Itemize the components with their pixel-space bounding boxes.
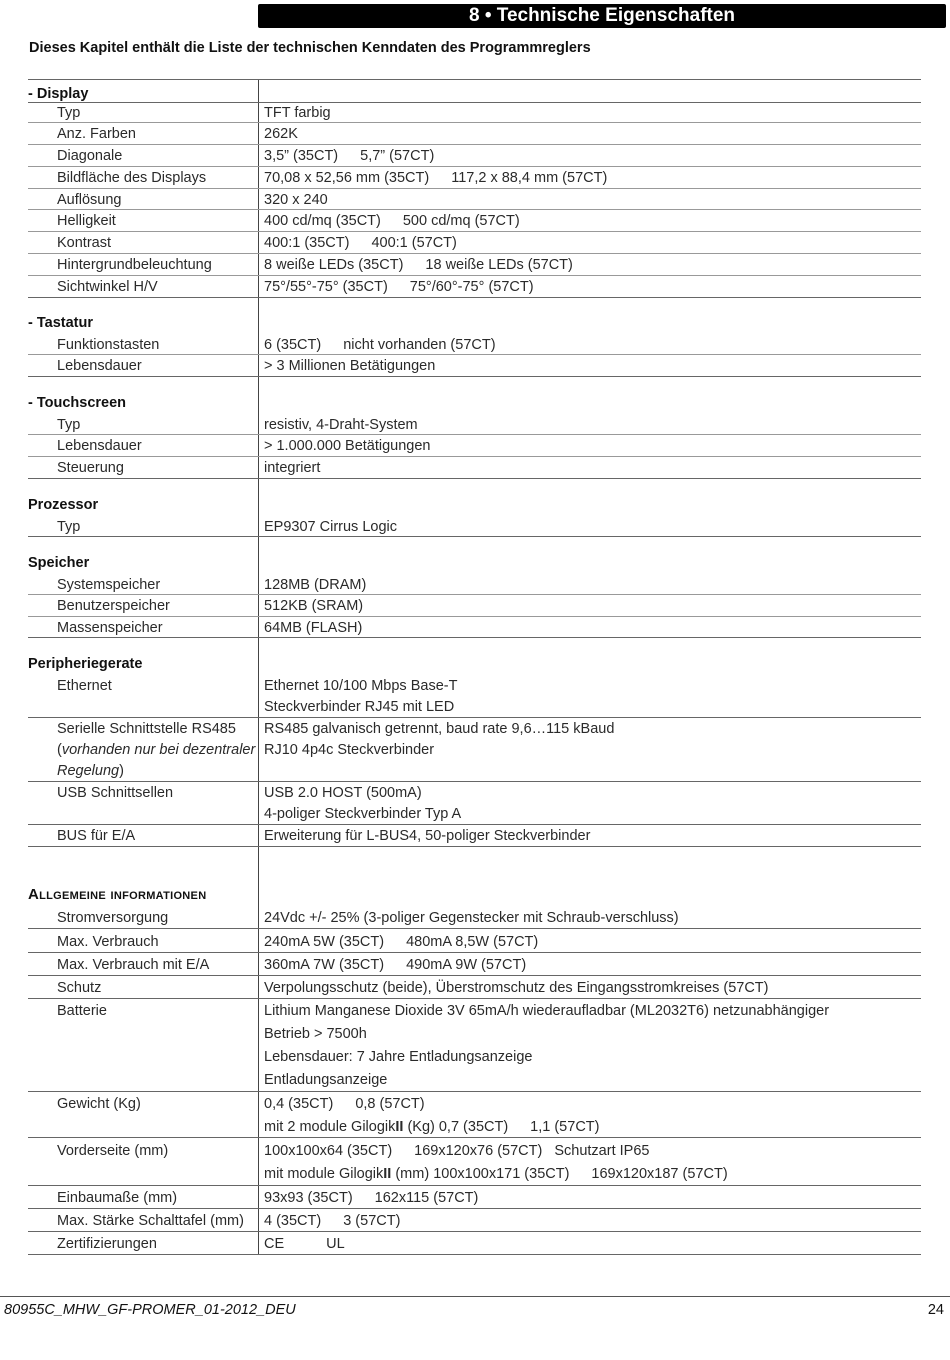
spec-value: Steckverbinder RJ45 mit LED: [264, 699, 455, 715]
spec-label: Lebensdauer: [57, 438, 142, 454]
section-tastatur: [28, 312, 921, 334]
spec-row: [28, 907, 921, 929]
spec-row: [28, 516, 921, 537]
spec-value: 100x100x64 (35CT) 169x120x76 (57CT) Schutzart IP65: [264, 1143, 650, 1159]
spec-row: [28, 1187, 921, 1209]
spec-value: Lebensdauer: 7 Jahre Entladungsanzeige: [264, 1049, 533, 1065]
spec-value: 400:1 (35CT) 400:1 (57CT): [264, 235, 457, 251]
spec-row: [28, 782, 921, 825]
spec-label: Diagonale: [57, 148, 123, 164]
spec-value: > 1.000.000 Betätigungen: [264, 438, 431, 454]
spec-label: BUS für E/A: [57, 828, 136, 844]
spec-value: Betrieb > 7500h: [264, 1026, 367, 1042]
spec-row: [28, 334, 921, 355]
spec-value: 240mA 5W (35CT) 480mA 8,5W (57CT): [264, 934, 539, 950]
page-title: 8 • Technische Eigenschaften: [258, 4, 946, 28]
spec-value: RJ10 4p4c Steckverbinder: [264, 742, 435, 758]
spec-label: Funktionstasten: [57, 337, 160, 353]
spec-value: 128MB (DRAM): [264, 577, 367, 593]
section-speicher: [28, 552, 921, 574]
spec-value: CE UL: [264, 1236, 345, 1252]
spec-value: Entladungsanzeige: [264, 1072, 388, 1088]
spec-row: [28, 675, 921, 718]
spec-row: [28, 977, 921, 999]
spec-value: 4 (35CT) 3 (57CT): [264, 1213, 401, 1229]
spec-row: [28, 102, 921, 123]
spec-row: [28, 167, 921, 189]
spec-row: [28, 355, 921, 377]
spec-row: [28, 457, 921, 479]
spec-label: Stromversorgung: [57, 910, 169, 926]
section-peripherie: [28, 653, 921, 675]
spec-label: Anz. Farben: [57, 126, 136, 142]
spec-label: Helligkeit: [57, 213, 116, 229]
spec-label: Einbaumaße (mm): [57, 1190, 178, 1206]
spec-value: resistiv, 4-Draht-System: [264, 417, 418, 433]
page-subtitle: Dieses Kapitel enthält die Liste der technischen Kenndaten des Programmreglers: [29, 40, 591, 56]
spec-row: [28, 1210, 921, 1232]
spec-value: 70,08 x 52,56 mm (35CT) 117,2 x 88,4 mm (57CT): [264, 170, 608, 186]
spec-row: [28, 617, 921, 638]
spec-value: mit 2 module GilogikII (Kg) 0,7 (35CT) 1,1 (57CT): [264, 1119, 600, 1135]
spec-value: 8 weiße LEDs (35CT) 18 weiße LEDs (57CT): [264, 257, 573, 273]
spec-value: TFT farbig: [264, 105, 331, 121]
spec-label: Serielle Schnittstelle RS485: [57, 721, 236, 737]
spec-row: [28, 145, 921, 167]
spec-value: > 3 Millionen Betätigungen: [264, 358, 436, 374]
spec-note: Regelung): [57, 763, 124, 779]
spec-label: Hintergrundbeleuchtung: [57, 257, 212, 273]
spec-value: EP9307 Cirrus Logic: [264, 519, 397, 535]
spec-value: Verpolungsschutz (beide), Überstromschutz des Eingangsstromkreises (57CT): [264, 980, 769, 996]
spec-value: 6 (35CT) nicht vorhanden (57CT): [264, 337, 496, 353]
spec-row: [28, 1140, 921, 1186]
spec-value: integriert: [264, 460, 321, 476]
spec-value: 0,4 (35CT) 0,8 (57CT): [264, 1096, 425, 1112]
spec-value: 64MB (FLASH): [264, 620, 363, 636]
spec-label: Schutz: [57, 980, 102, 996]
spec-label: Bildfläche des Displays: [57, 170, 207, 186]
spec-row: [28, 254, 921, 276]
spec-label: Typ: [57, 105, 81, 121]
section-touchscreen: [28, 392, 921, 414]
footer-divider: [0, 1296, 950, 1297]
spec-value: 4-poliger Steckverbinder Typ A: [264, 806, 462, 822]
spec-label: Max. Verbrauch: [57, 934, 159, 950]
spec-label: Typ: [57, 417, 81, 433]
spec-row: [28, 574, 921, 595]
spec-value: USB 2.0 HOST (500mA): [264, 785, 422, 801]
spec-row: [28, 232, 921, 254]
spec-label: Massenspeicher: [57, 620, 163, 636]
section-heading: Allgemeine informationen: [28, 886, 207, 903]
spec-value: 262K: [264, 126, 298, 142]
section-heading: - Display: [28, 86, 89, 102]
spec-label: Max. Stärke Schalttafel (mm): [57, 1213, 244, 1229]
section-heading: Prozessor: [28, 497, 99, 513]
spec-value: Erweiterung für L-BUS4, 50-poliger Steckverbinder: [264, 828, 591, 844]
footer-page-number: 24: [927, 1302, 944, 1318]
spec-value: 512KB (SRAM): [264, 598, 364, 614]
spec-row: [28, 954, 921, 976]
spec-label: Zertifizierungen: [57, 1236, 157, 1252]
section-heading: - Tastatur: [28, 315, 93, 331]
spec-row: [28, 435, 921, 457]
spec-label: Batterie: [57, 1003, 107, 1019]
section-prozessor: [28, 494, 921, 516]
spec-label: Auflösung: [57, 192, 122, 208]
spec-value: 400 cd/mq (35CT) 500 cd/mq (57CT): [264, 213, 520, 229]
spec-row: [28, 1000, 921, 1092]
spec-row: [28, 825, 921, 847]
spec-row: [28, 1093, 921, 1138]
spec-value: RS485 galvanisch getrennt, baud rate 9,6…115 kBaud: [264, 721, 615, 737]
spec-value: 93x93 (35CT) 162x115 (57CT): [264, 1190, 479, 1206]
spec-row: [28, 414, 921, 435]
spec-label: Kontrast: [57, 235, 111, 251]
spec-value: Ethernet 10/100 Mbps Base-T: [264, 678, 458, 694]
spec-value: Lithium Manganese Dioxide 3V 65mA/h wiederaufladbar (ML2032T6) netzunabhängiger: [264, 1003, 830, 1019]
spec-label: USB Schnittsellen: [57, 785, 174, 801]
spec-label: Systemspeicher: [57, 577, 161, 593]
spec-row: [28, 1233, 921, 1255]
spec-row: [28, 718, 921, 782]
spec-label: Sichtwinkel H/V: [57, 279, 158, 295]
spec-value: 3,5” (35CT) 5,7” (57CT): [264, 148, 435, 164]
spec-row: [28, 210, 921, 232]
spec-note: (vorhanden nur bei dezentraler: [57, 742, 256, 758]
spec-label: Max. Verbrauch mit E/A: [57, 957, 210, 973]
section-heading: Speicher: [28, 555, 90, 571]
footer-doc-id: 80955C_MHW_GF-PROMER_01-2012_DEU: [4, 1302, 296, 1318]
section-display: [28, 79, 921, 103]
spec-value: 75°/55°-75° (35CT) 75°/60°-75° (57CT): [264, 279, 534, 295]
spec-value: 360mA 7W (35CT) 490mA 9W (57CT): [264, 957, 527, 973]
spec-label: Typ: [57, 519, 81, 535]
section-allgemein: [28, 884, 921, 906]
spec-row: [28, 276, 921, 298]
spec-label: Steuerung: [57, 460, 124, 476]
spec-row: [28, 931, 921, 953]
spec-label: Benutzerspeicher: [57, 598, 170, 614]
spec-label: Lebensdauer: [57, 358, 142, 374]
spec-value: 24Vdc +/- 25% (3-poliger Gegenstecker mit Schraub-verschluss): [264, 910, 679, 926]
spec-value: mit module GilogikII (mm) 100x100x171 (35CT) 169x120x187 (57CT): [264, 1166, 728, 1182]
spec-label: Vorderseite (mm): [57, 1143, 169, 1159]
spec-row: [28, 189, 921, 210]
spec-label: Gewicht (Kg): [57, 1096, 141, 1112]
spec-value: 320 x 240: [264, 192, 328, 208]
spec-row: [28, 595, 921, 617]
spec-label: Ethernet: [57, 678, 112, 694]
section-heading: - Touchscreen: [28, 395, 127, 411]
section-heading: Peripheriegerate: [28, 656, 143, 672]
spec-row: [28, 123, 921, 145]
